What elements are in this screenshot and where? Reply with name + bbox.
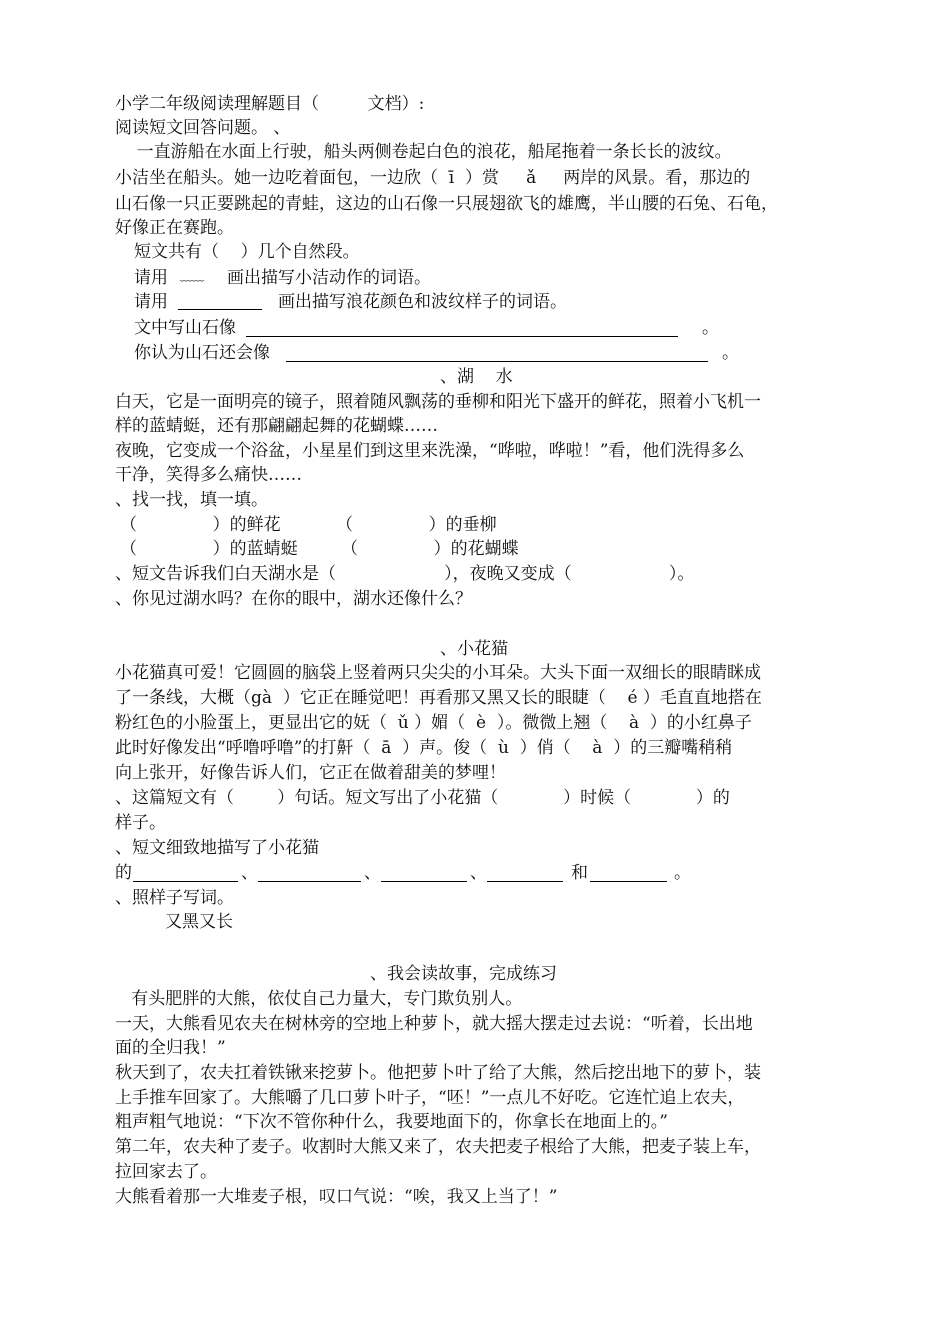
section-title-cat: 、小花猫 <box>440 639 508 659</box>
instruction-text: 阅读短文回答问题。 、 <box>115 118 291 138</box>
passage3-question-1-cont: 样子。 <box>115 813 166 833</box>
answer-blank[interactable] <box>258 881 361 882</box>
passage1-question-1: 短文共有（ ）几个自然段。 <box>134 242 360 262</box>
passage4-line: 面的全归我！” <box>115 1038 226 1058</box>
passage1-question-3-prefix: 请用 <box>134 292 168 312</box>
passage4-line: 上手推车回家了。大熊嚼了几口萝卜叶子，“呸！”一点儿不好吃。它连忙追上农夫， <box>115 1088 745 1108</box>
passage2-line: 夜晚，它变成一个浴盆，小星星们到这里来洗澡，“哗啦，哗啦！”看，他们洗得多么 <box>115 441 745 461</box>
passage4-line: 大熊看着那一大堆麦子根，叹口气说：“唉，我又上当了！” <box>115 1187 558 1207</box>
passage2-question-2: 、短文告诉我们白天湖水是（ ），夜晚又变成（ ）。 <box>115 564 695 584</box>
straight-line-mark <box>178 309 262 310</box>
passage3-question-1: 、这篇短文有（ ）句话。短文写出了小花猫（ ）时候（ ）的 <box>115 788 730 808</box>
passage1-line: 一直游船在水面上行驶，船头两侧卷起白色的浪花，船尾拖着一条长长的波纹。 <box>115 142 732 162</box>
separator: 、 <box>470 863 487 883</box>
answer-blank[interactable] <box>487 881 563 882</box>
fill-blank-flowers[interactable]: （ ）的鲜花 <box>120 515 281 535</box>
period-mark: 。 <box>674 863 691 883</box>
passage4-line: 一天，大熊看见农夫在树林旁的空地上种萝卜，就大摇大摆走过去说：“听着，长出地 <box>115 1014 753 1034</box>
period-mark: 。 <box>722 343 739 363</box>
passage1-question-3-text: 画出描写浪花颜色和波纹样子的词语。 <box>278 292 567 312</box>
word-example: 又黑又长 <box>165 912 233 932</box>
passage2-question-3: 、你见过湖水吗？在你的眼中，湖水还像什么？ <box>115 589 472 609</box>
passage4-line: 拉回家去了。 <box>115 1162 217 1182</box>
passage1-line: 小洁坐在船头。她一边吃着面包，一边欣（ ī ）赏 ǎ 两岸的风景。看，那边的 <box>115 168 751 188</box>
section-title-lake: 、湖 水 <box>440 367 513 387</box>
answer-blank[interactable] <box>590 881 667 882</box>
answer-blank[interactable] <box>286 361 708 362</box>
passage2-line: 白天，它是一面明亮的镜子，照着随风飘荡的垂柳和阳光下盛开的鲜花，照着小飞机一 <box>115 392 761 412</box>
fill-blank-willow[interactable]: （ ）的垂柳 <box>336 515 497 535</box>
passage1-line: 山石像一只正要跳起的青蛙，这边的山石像一只展翅欲飞的雄鹰，半山腰的石兔、石龟， <box>115 194 778 214</box>
period-mark: 。 <box>702 318 719 338</box>
conjunction-and: 和 <box>571 863 588 883</box>
answer-blank[interactable] <box>133 881 238 882</box>
passage2-line: 干净，笑得多么痛快…… <box>115 465 302 485</box>
passage3-question-2: 、短文细致地描写了小花猫 <box>115 838 319 858</box>
passage4-line: 秋天到了，农夫扛着铁锹来挖萝卜。他把萝卜叶了给了大熊，然后挖出地下的萝卜，装 <box>115 1063 761 1083</box>
passage3-line: 向上张开，好像告诉人们，它正在做着甜美的梦哩！ <box>115 763 506 783</box>
passage1-question-4-prefix: 文中写山石像 <box>134 318 236 338</box>
particle-de: 的 <box>115 863 132 883</box>
separator: 、 <box>364 863 381 883</box>
passage3-question-3: 、照样子写词。 <box>115 888 234 908</box>
section-title-story: 、我会读故事，完成练习 <box>370 964 557 984</box>
passage1-question-2-prefix: 请用 <box>134 268 168 288</box>
separator: 、 <box>241 863 258 883</box>
answer-blank[interactable] <box>381 881 467 882</box>
passage1-line: 好像正在赛跑。 <box>115 218 234 238</box>
passage1-question-5-prefix: 你认为山石还会像 <box>134 343 270 363</box>
passage4-line: 粗声粗气地说：“下次不管你种什么，我要地面下的，你拿长在地面上的。” <box>115 1112 668 1132</box>
document-title: 小学二年级阅读理解题目（ 文档）: <box>115 94 425 114</box>
fill-blank-dragonfly[interactable]: （ ）的蓝蜻蜓 <box>120 539 298 559</box>
answer-blank[interactable] <box>246 336 678 337</box>
passage4-line: 第二年，农夫种了麦子。收割时大熊又来了，农夫把麦子根给了大熊，把麦子装上车， <box>115 1137 761 1157</box>
passage3-line: 了一条线，大概（gà ）它正在睡觉吧！再看那又黑又长的眼睫（ é ）毛直直地搭在 <box>115 688 762 708</box>
passage4-line: 有头肥胖的大熊，依仗自己力量大，专门欺负别人。 <box>115 989 523 1009</box>
passage3-line: 此时好像发出“呼噜呼噜”的打鼾（ ā ）声。俊（ ù ）俏（ à ）的三瓣嘴稍稍 <box>115 738 733 758</box>
passage3-line: 小花猫真可爱！它圆圆的脑袋上竖着两只尖尖的小耳朵。大头下面一双细长的眼睛眯成 <box>115 663 761 683</box>
passage3-line: 粉红色的小脸蛋上，更显出它的妩（ ǔ ）媚（ è ）。微微上翘（ à ）的小红鼻子 <box>115 713 752 733</box>
wavy-line-mark: ﹏﹏ <box>180 269 205 283</box>
passage1-question-2-text: 画出描写小洁动作的词语。 <box>227 268 431 288</box>
passage2-line: 样的蓝蜻蜓，还有那翩翩起舞的花蝴蝶…… <box>115 416 438 436</box>
passage2-question-1: 、找一找，填一填。 <box>115 490 268 510</box>
fill-blank-butterfly[interactable]: （ ）的花蝴蝶 <box>341 539 519 559</box>
